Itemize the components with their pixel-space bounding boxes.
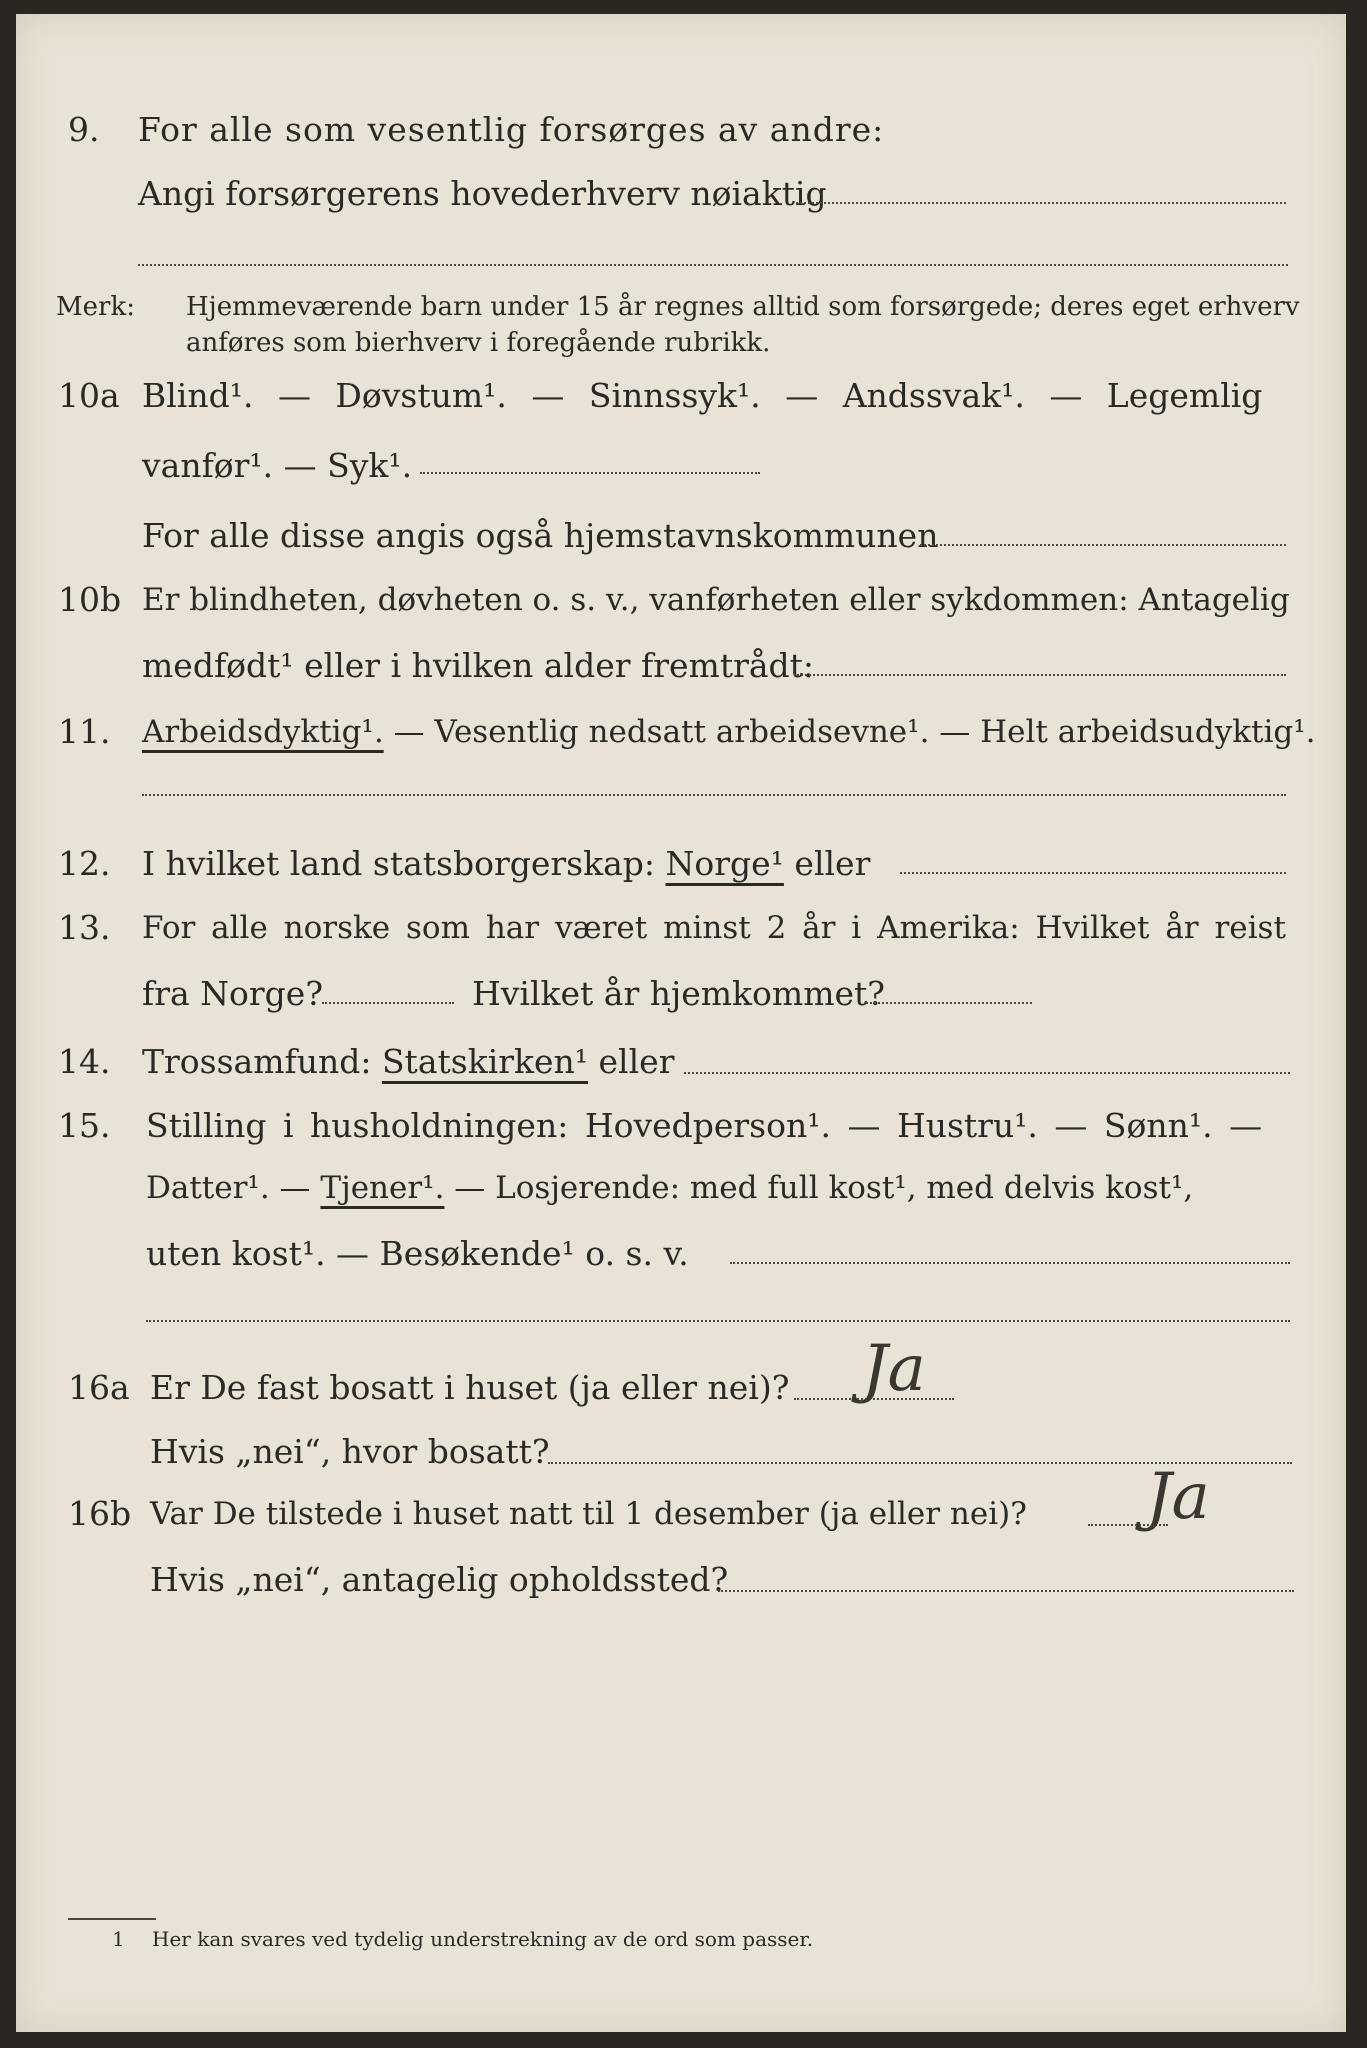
q16b-opholdssted-line [718,1590,1294,1592]
q13-line1: For alle norske som har været minst 2 år i Amerika: Hvilket år reist [142,910,1286,946]
form-page [16,14,1346,2032]
q13-line2b: Hvilket år hjemkommet? [472,974,885,1013]
q9-answer-line [796,202,1286,204]
q10a-line1: Blind¹. — Døvstum¹. — Sinnssyk¹. — Andssvak¹. — Legemlig [142,376,1263,415]
q14-statskirken-underlined: Statskirken¹ [381,1042,589,1081]
q9-line2: Angi forsørgerens hovederhverv nøiaktig [138,174,827,213]
q14-number: 14. [58,1042,111,1081]
q12-number: 12. [58,844,111,883]
q10b-number: 10b [58,580,122,619]
q9-line1: For alle som vesentlig forsørges av andre: [138,110,885,149]
q11-rest: — Vesentlig nedsatt arbeidsevne¹. — Helt arbeidsudyktig¹. [383,714,1316,750]
q12-after: eller [783,844,871,883]
merk-label: Merk: [56,292,135,322]
q15-line2 [146,1168,1193,1208]
q16b-handwritten-answer: Ja [1146,1460,1210,1534]
q15-line2b: — Losjerende: med full kost¹, med delvis kost¹, [444,1170,1194,1206]
q16b-line1: Var De tilstede i huset natt til 1 desember (ja eller nei)? [150,1496,1027,1532]
q13-reist-line [322,1002,454,1004]
q16a-number: 16a [68,1368,130,1407]
q11-arbeidsdyktig-underlined: Arbeidsdyktig¹. [142,714,384,750]
q15-number: 15. [58,1106,111,1145]
q14-after: eller [588,1042,675,1081]
footnote-text: Her kan svares ved tydelig understrekning av de ord som passer. [152,1927,814,1951]
footnote-mark: 1 [112,1927,125,1951]
merk-line1: Hjemmeværende barn under 15 år regnes alltid som forsørgede; deres eget erhverv [186,292,1300,322]
q15-line1: Stilling i husholdningen: Hovedperson¹. — Hustru¹. — Sønn¹. — [146,1106,1263,1145]
q15-tjener-underlined: Tjener¹. [320,1170,445,1206]
q15-answer-line-2 [146,1320,1290,1322]
q9-number: 9. [68,110,100,149]
q11-answer-line [142,794,1286,796]
q11-number: 11. [58,712,111,751]
q15-answer-line [730,1262,1290,1264]
q15-line2a: Datter¹. — [146,1170,321,1206]
q13-line2a: fra Norge? [142,974,324,1013]
footnote-rule [68,1918,156,1920]
q13-hjemkommet-line [866,1002,1032,1004]
q10b-line2: medfødt¹ eller i hvilken alder fremtrådt: [142,646,815,685]
q9-answer-line-2 [138,264,1288,266]
q12-norge-underlined: Norge¹ [665,844,784,883]
q16a-line2: Hvis „nei“, hvor bosatt? [150,1432,550,1471]
q10b-answer-line [794,674,1286,676]
q12-line [142,844,870,884]
q10a-line2: vanfør¹. — Syk¹. [142,446,413,485]
merk-line2: anføres som bierhverv i foregående rubrikk. [186,328,771,358]
q10a-number: 10a [58,376,120,415]
q16b-number: 16b [68,1494,132,1533]
q10a-kommune-line [920,544,1286,546]
q12-answer-line [900,872,1286,874]
q10a-syk-line [420,472,760,474]
q14-line [142,1042,674,1082]
q16b-line2: Hvis „nei“, antagelig opholdssted? [150,1560,729,1599]
q14-answer-line [684,1072,1290,1074]
q10a-line3: For alle disse angis også hjemstavnskommunen [142,516,939,555]
q16a-line1: Er De fast bosatt i huset (ja eller nei)? [150,1368,790,1407]
q13-number: 13. [58,908,111,947]
q10b-line1: Er blindheten, døvheten o. s. v., vanførheten eller sykdommen: Antagelig [142,582,1290,618]
q11-line [142,712,1316,752]
q15-line3: uten kost¹. — Besøkende¹ o. s. v. [146,1234,689,1273]
q16a-handwritten-answer: Ja [862,1332,926,1406]
q14-text: Trossamfund: [142,1042,382,1081]
q12-text: I hvilket land statsborgerskap: [142,844,666,883]
